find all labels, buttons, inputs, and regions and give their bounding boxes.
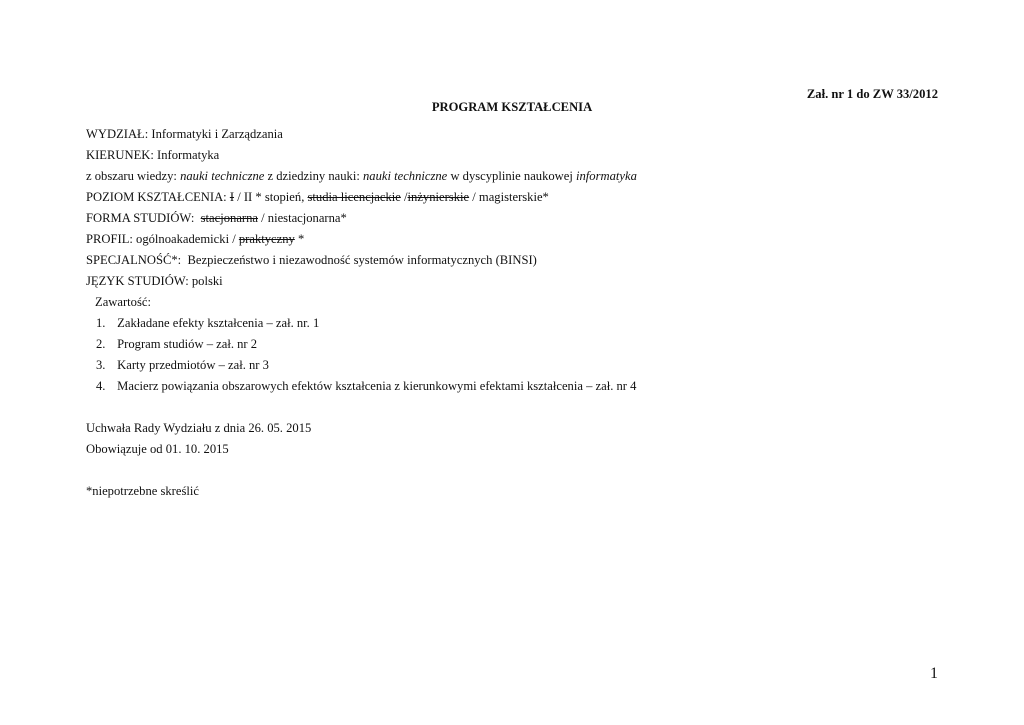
specialty-value: Bezpieczeństwo i niezawodność systemów informatycznych (BINSI) <box>187 253 537 267</box>
list-item-number: 3. <box>96 358 106 372</box>
list-item-number: 4. <box>96 379 106 393</box>
profile-struck-option: praktyczny <box>238 232 295 246</box>
list-item <box>96 358 269 373</box>
form-struck-option: stacjonarna <box>200 211 258 225</box>
form-line <box>86 211 347 226</box>
language-value: polski <box>191 274 223 288</box>
list-item <box>96 337 257 352</box>
list-item-text: Zakładane efekty kształcenia – zał. nr. 1 <box>117 316 320 330</box>
field-label: KIERUNEK: <box>86 148 154 162</box>
field-value: Informatyka <box>157 148 220 162</box>
level-separator-2: / <box>404 190 408 204</box>
profile-line <box>86 232 304 247</box>
profile-rest: * <box>297 232 305 246</box>
list-item-number: 1. <box>96 316 106 330</box>
effective-date-line: Obowiązuje od 01. 10. 2015 <box>86 442 229 456</box>
document-title: PROGRAM KSZTAŁCENIA <box>431 100 593 114</box>
profile-label: PROFIL: ogólnoakademicki / <box>86 232 236 246</box>
level-separator: / II * stopień, <box>237 190 305 204</box>
discipline-prefix: w dyscyplinie naukowej <box>450 169 573 183</box>
specialty-label: SPECJALNOŚĆ*: <box>86 253 182 267</box>
specialty-line <box>86 253 537 268</box>
discipline-value: informatyka <box>576 169 637 183</box>
form-label: FORMA STUDIÓW: <box>86 211 195 225</box>
domain-prefix: z dziedziny nauki: <box>267 169 360 183</box>
page-number: 1 <box>930 665 938 682</box>
list-item-text: Macierz powiązania obszarowych efektów kształcenia z kierunkowymi efektami kształcenia – zał. nr 4 <box>117 379 637 393</box>
list-item-text: Karty przedmiotów – zał. nr 3 <box>117 358 269 372</box>
faculty-line <box>86 127 283 142</box>
faculty-value: Informatyki i Zarządzania <box>151 127 283 141</box>
attachment-reference: Zał. nr 1 do ZW 33/2012 <box>806 87 938 101</box>
level-option-inzynierskie: inżynierskie <box>407 190 470 204</box>
level-rest: / magisterskie* <box>472 190 549 204</box>
faculty-label: WYDZIAŁ: <box>86 127 149 141</box>
language-line <box>86 274 223 289</box>
list-item <box>96 379 636 394</box>
resolution-line: Uchwała Rady Wydziału z dnia 26. 05. 2015 <box>86 421 312 435</box>
level-option-licencjackie: studia licencjackie <box>307 190 401 204</box>
knowledge-area-prefix: z obszaru wiedzy: <box>86 169 177 183</box>
form-rest: / niestacjonarna* <box>261 211 347 225</box>
list-item-number: 2. <box>96 337 106 351</box>
level-option-first: I <box>229 190 235 204</box>
list-item <box>96 316 319 331</box>
knowledge-area-line <box>86 169 637 184</box>
footnote: *niepotrzebne skreślić <box>86 484 199 498</box>
field-line <box>86 148 219 163</box>
contents-heading: Zawartość: <box>95 295 151 309</box>
level-line <box>86 190 549 205</box>
level-label: POZIOM KSZTAŁCENIA: <box>86 190 227 204</box>
knowledge-area-value: nauki techniczne <box>180 169 265 183</box>
language-label: JĘZYK STUDIÓW: <box>86 274 189 288</box>
domain-value: nauki techniczne <box>363 169 448 183</box>
list-item-text: Program studiów – zał. nr 2 <box>117 337 258 351</box>
